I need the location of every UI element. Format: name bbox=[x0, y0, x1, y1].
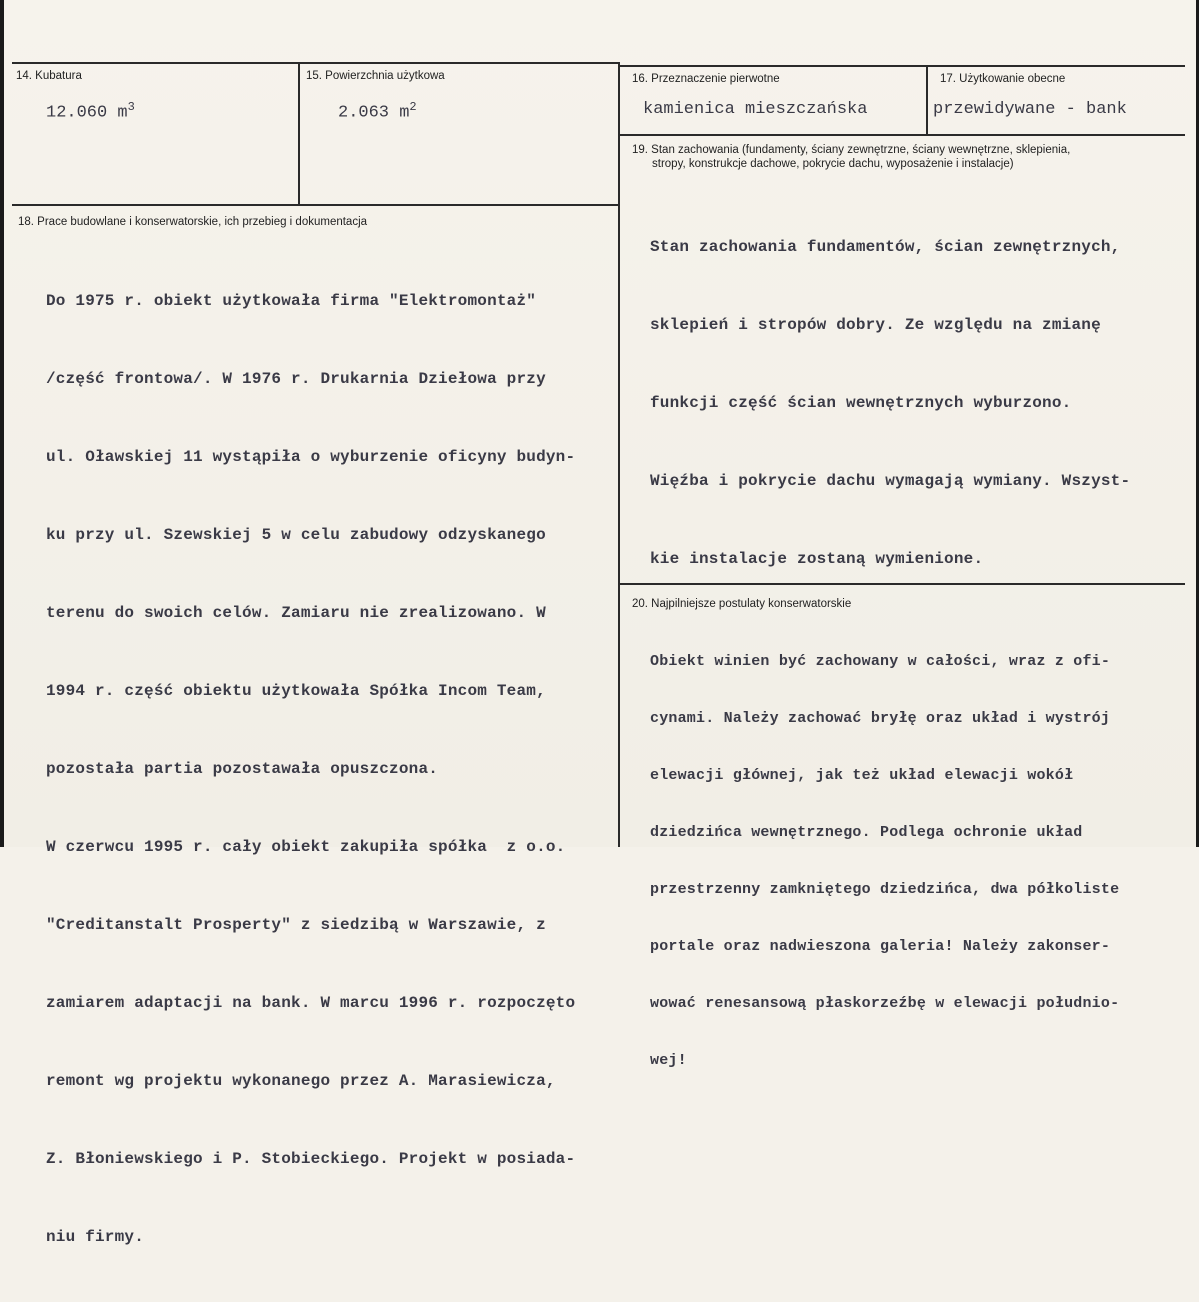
field-19-line: sklepień i stropów dobry. Ze względu na zmianę bbox=[650, 316, 1101, 334]
field-20-line: wować renesansową płaskorzeźbę w elewacji południo- bbox=[650, 995, 1120, 1012]
field-18-line: Z. Błoniewskiego i P. Stobieckiego. Projekt w posiada- bbox=[46, 1150, 576, 1168]
field-15-number: 2.063 m bbox=[338, 103, 410, 123]
field-20-text bbox=[650, 614, 1119, 1108]
field-14-exponent: 3 bbox=[127, 100, 135, 114]
field-19-line: funkcji część ścian wewnętrznych wyburzono. bbox=[650, 394, 1072, 412]
field-18-line: ul. Oławskiej 11 wystąpiła o wyburzenie oficyny budyn- bbox=[46, 448, 576, 466]
field-18-line: "Creditanstalt Prosperty" z siedzibą w Warszawie, z bbox=[46, 916, 546, 934]
field-17-value: przewidywane - bank bbox=[933, 100, 1127, 119]
field-18-line: W czerwcu 1995 r. cały obiekt zakupiła spółka z o.o. bbox=[46, 838, 566, 856]
field-19-line: kie instalacje zostaną wymienione. bbox=[650, 550, 984, 568]
field-18-line: /część frontowa/. W 1976 r. Drukarnia Dziełowa przy bbox=[46, 370, 546, 388]
field-20-line: cynami. Należy zachować bryłę oraz układ i wystrój bbox=[650, 710, 1111, 727]
field-14-number: 12.060 m bbox=[46, 103, 128, 123]
divider-14-15 bbox=[298, 62, 300, 204]
rule-under-16-17 bbox=[620, 134, 1185, 136]
field-19-label-line2: stropy, konstrukcje dachowe, pokrycie dachu, wyposażenie i instalacje) bbox=[652, 158, 1014, 170]
field-20-line: portale oraz nadwieszona galeria! Należy zakonser- bbox=[650, 938, 1111, 955]
field-16-label: 16. Przeznaczenie pierwotne bbox=[632, 73, 780, 85]
field-19-text bbox=[650, 182, 1130, 624]
field-18-text bbox=[46, 236, 575, 1302]
field-20-line: dziedzińca wewnętrznego. Podlega ochronie układ bbox=[650, 824, 1083, 841]
field-18-line: Do 1975 r. obiekt użytkowała firma "Elektromontaż" bbox=[46, 292, 537, 310]
field-18-line: terenu do swoich celów. Zamiaru nie zrealizowano. W bbox=[46, 604, 546, 622]
top-rule-right bbox=[620, 65, 1185, 67]
field-20-label: 20. Najpilniejsze postulaty konserwatorskie bbox=[632, 598, 852, 610]
field-18-line: niu firmy. bbox=[46, 1228, 145, 1246]
field-19-label-line1: 19. Stan zachowania (fundamenty, ściany zewnętrzne, ściany wewnętrzne, sklepienia, bbox=[632, 144, 1071, 156]
field-15-value bbox=[338, 100, 417, 123]
field-14-value bbox=[46, 100, 135, 123]
field-14-label: 14. Kubatura bbox=[16, 70, 82, 82]
field-18-line: 1994 r. część obiektu użytkowała Spółka Incom Team, bbox=[46, 682, 546, 700]
field-16-value: kamienica mieszczańska bbox=[643, 100, 868, 119]
field-15-label: 15. Powierzchnia użytkowa bbox=[306, 70, 445, 82]
rule-under-14-15 bbox=[12, 204, 620, 206]
divider-16-17 bbox=[926, 65, 928, 135]
field-17-label: 17. Użytkowanie obecne bbox=[940, 73, 1066, 85]
field-18-line: pozostała partia pozostawała opuszczona. bbox=[46, 760, 439, 778]
field-18-line: remont wg projektu wykonanego przez A. Marasiewicza, bbox=[46, 1072, 556, 1090]
field-18-label: 18. Prace budowlane i konserwatorskie, ich przebieg i dokumentacja bbox=[18, 216, 368, 228]
card-left-edge bbox=[0, 0, 4, 847]
field-20-line: wej! bbox=[650, 1052, 687, 1069]
field-19-line: Stan zachowania fundamentów, ścian zewnętrznych, bbox=[650, 238, 1121, 256]
top-rule-left bbox=[12, 62, 620, 64]
field-20-line: elewacji głównej, jak też układ elewacji wokół bbox=[650, 767, 1074, 784]
field-20-line: przestrzenny zamkniętego dziedzińca, dwa półkoliste bbox=[650, 881, 1120, 898]
field-19-line: Więźba i pokrycie dachu wymagają wymiany. Wszyst- bbox=[650, 472, 1131, 490]
divider-main bbox=[618, 62, 620, 847]
field-15-exponent: 2 bbox=[409, 100, 417, 114]
field-18-line: ku przy ul. Szewskiej 5 w celu zabudowy odzyskanego bbox=[46, 526, 546, 544]
field-20-line: Obiekt winien być zachowany w całości, wraz z ofi- bbox=[650, 653, 1111, 670]
field-18-line: zamiarem adaptacji na bank. W marcu 1996 r. rozpoczęto bbox=[46, 994, 576, 1012]
